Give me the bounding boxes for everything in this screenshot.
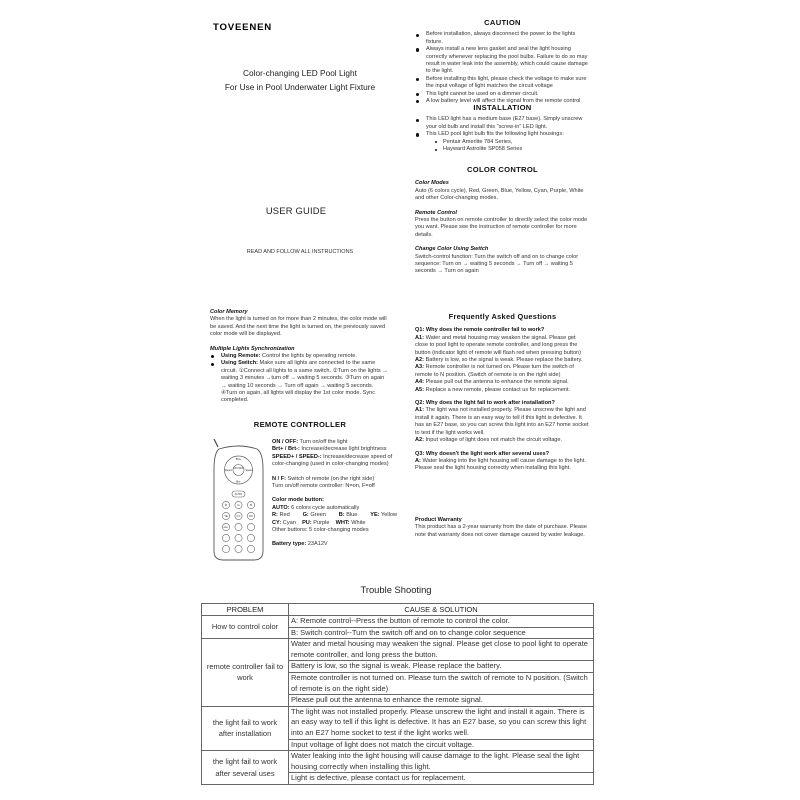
problem-cell: How to control color [202,616,289,639]
remote-controller-icon [211,439,266,563]
faq-answer-text: Water and metal housing may weaken the signal. Please get close to pool light to operate remote controller, and long press the button (indicator light of remote will flash red when pressing button) [415,334,582,356]
color-modes-heading: Color Modes [415,180,449,187]
read-follow-notice: READ AND FOLLOW ALL INSTRUCTIONS [246,249,354,255]
caution-item: Before installing this light, please check the voltage to make sure the input voltage of light matches the circuit voltage [415,76,590,91]
speed-desc [272,454,397,469]
faq-answer-text: The light was not installed properly. Please unscrew the light and install it again. There is an easy way to tell if this light is defective. It has an E27 base, so you can screw this light into an E27 home socket to test if the light works well. [415,407,589,436]
wht-desc-text: White [349,519,366,526]
faq-answer-label: A2: [415,437,425,444]
cy-desc-label: CY: [272,519,282,526]
warranty-section [415,517,590,539]
battery-desc [272,541,397,548]
nf-desc-text: Switch of remote (on the right side) [285,475,375,482]
faq-answer [415,379,590,386]
b-label: B [250,504,252,507]
auto-desc [272,505,397,512]
problem-cell: the light fail to work after several uses [202,751,289,785]
table-row [202,706,594,739]
onoff-desc [272,439,397,446]
b-desc-label: B: [338,512,345,519]
faq-answer [415,357,590,364]
cpw-desc [272,520,397,527]
brt-down-label: Brt- [236,479,241,484]
g-label: G [237,504,240,507]
caution-item: Always install a new lens gasket and seal the light housing correctly whenever replacing the pool bulbs. Failure to do so may result in water leak into the assembly, which could cause damage to the light. [415,46,590,76]
cause-cell: Water and metal housing may weaken the signal. Please get close to pool light to operate remote controller, and long press the button. [289,639,594,661]
auto-desc-text: 6 colors cycle automatically [289,504,360,511]
cause-column-header: CAUSE & SOLUTION [289,604,594,616]
faq-answer-text: Water leaking into the light housing will cause damage to the light. Please seal the light housing correctly when installing this light. [415,457,586,472]
product-title-line-1: Color-changing LED Pool Light [243,68,357,78]
pu-desc-label: PU: [302,519,312,526]
installation-section [415,104,590,153]
trouble-shooting-table [201,603,594,785]
speed-right-label: Speed [245,469,253,472]
table-header-row [202,604,594,616]
sync-item-label: Using Switch: [221,360,258,367]
caution-item: A low battery level will affect the signal from the remote control [415,98,590,105]
faq-answer [415,407,590,437]
b-desc-text: Blue [344,512,358,519]
product-title [205,66,395,94]
switch-change-block [415,246,590,276]
switch-change-heading: Change Color Using Switch [415,246,489,253]
faq-answer-text: Battery is low, so the signal is weak. Please replace the battery. [424,357,583,364]
product-title-line-2: For Use in Pool Underwater Light Fixture [224,82,376,92]
sync-item-label: Using Remote: [221,353,261,360]
faq-answer-label: A3: [415,364,425,371]
cy-desc-text: Cyan [281,519,296,526]
faq-answer-text: Remote controller is not turned on. Please turn the switch of remote to N position. (Switch of remote is on the right side) [415,364,574,378]
auto-desc-label: AUTO: [272,504,290,511]
cause-cell: Please pull out the antenna to enhance the remote signal. [289,695,594,707]
ye-desc-text: Yellow [379,512,397,519]
other-buttons-desc: Other buttons: 5 color-changing modes [272,527,369,534]
color-control-section [415,166,590,276]
caution-list [415,31,590,105]
brt-up-label: Brt+ [235,457,242,461]
faq-answer-label: A1: [415,407,425,414]
remote-control-heading: Remote Control [415,209,457,216]
trouble-shooting-title: Trouble Shooting [360,584,432,595]
cause-cell: Water leaking into the light housing will cause damage to the light. Please seal the light housing correctly when installing this light. [289,751,594,773]
caution-section [415,19,590,105]
auto-label: AUTO [234,493,243,497]
speed-desc-label: SPEED+ / SPEED-: [272,453,322,460]
color-modes-text: Auto (6 colors cycle), Red, Green, Blue, Yellow, Cyan, Purple, White and other Color-changing modes. [415,187,584,202]
cause-cell: Light is defective, please contact us for replacement. [289,773,594,785]
faq-answer [415,437,590,444]
installation-item: This LED pool light bulb fits the following light housings: [415,131,590,138]
memory-sync-section [210,309,390,405]
sync-item [210,353,390,360]
user-guide-heading: USER GUIDE [265,205,327,216]
sync-item [210,360,390,404]
brand-name: TOVEENEN [213,22,273,33]
cause-cell: Input voltage of light does not match the circuit voltage. [289,739,594,751]
table-row [202,616,594,628]
antenna-icon [214,439,218,447]
installation-list [415,116,590,138]
cause-cell: B: Switch control--Turn the switch off and on to change color sequence [289,627,594,639]
faq-answer-label: A2: [415,357,425,364]
sync-heading: Multiple Lights Synchronization [210,345,295,352]
r-label: R [225,504,227,507]
nf-desc-label: N / F: [272,475,286,482]
brt-desc [272,446,397,453]
warranty-text: This product has a 2-year warranty from the date of purchase. Please note that warranty does not cover damage caused by water leakage. [415,524,587,538]
caution-item: Before installation, always disconnect the power to the lights fixture. [415,31,590,46]
remote-control-block [415,210,590,240]
cause-cell: The light was not installed properly. Please unscrew the light and install it again. There is an easy way to tell if this light is defective. It has an E27 base, so you can screw this light into an E27 home socket to test if the light works well. [289,706,594,739]
problem-cell: remote controller fail to work [202,639,289,707]
sync-item-text: Make sure all lights are connected to the same circuit. ①Connect all lights to a same switch. ②Turn on the lights → waiting 3 minutes →turn off → waiting 5 seconds. ③Turn on again → waiting 10 seconds → Turn off again → waiting 5 seconds. ④Turn on again, all lights will display the 1st color mode. Sync completed. [221,360,388,404]
sync-list [210,353,390,405]
r-desc-text: Red [277,512,290,519]
faq-title: Frequently Asked Questions [448,312,557,321]
color-control-title: COLOR CONTROL [467,165,538,174]
pu-label: PU [249,515,253,518]
installation-item: This LED light has a medium base (E27 base). Simply unscrew your old bulb and install this "screw-in" LED light. [415,116,590,131]
housing-item: Pentair Amerlite 784 Series, [435,139,590,146]
wht-label: WHT [223,527,229,529]
remote-control-text: Press the button on remote controller to directly select the color mode you want. Please see the instruction of remote controller for more details. [415,217,588,238]
faq-answer-text: Please pull out the antenna to enhance the remote signal. [424,379,569,386]
problem-cell: the light fail to work after installation [202,706,289,750]
remote-description [272,439,397,549]
cause-cell: Remote controller is not turned on. Please turn the switch of remote to N position. (Switch of remote is on the right side) [289,672,594,694]
brt-desc-label: Brt+ / Brt-: [272,446,300,453]
faq-answer-text: Replace a new remote, please contact us for replacement. [424,386,571,393]
faq-question: Q2: Why does the light fail to work after installation? [415,400,555,407]
cause-cell: Battery is low, so the signal is weak. Please replace the battery. [289,661,594,673]
rgb-desc [272,512,397,519]
faq-answer-label: A4: [415,379,425,386]
sync-item-text: Control the lights by operating remote. [260,353,357,360]
faq-answer [415,364,590,379]
faq-answer-label: A1: [415,334,425,341]
battery-desc-text: 23A12V [306,541,328,548]
brt-desc-text: Increase/decrease light brightness [299,446,387,453]
faq-answer-label: A5: [415,386,425,393]
faq-answer-label: A: [415,457,421,464]
switch-change-text: Switch-control function: Turn the switch off and on to change color sequence: Turn on → waiting 5 seconds → Turn off → waiting 5 seconds → Turn on again [415,253,579,275]
speed-desc-text: Increase/decrease speed of color-changing (used in color-changing modes) [272,453,393,468]
speed-left-label: Speed [224,469,232,472]
faq-answer [415,458,590,473]
faq-answer [415,335,590,357]
color-memory-heading: Color Memory [210,309,248,315]
onoff-desc-label: ON / OFF: [272,439,299,445]
color-modes-block [415,180,590,202]
faq-question: Q3: Why doesn't the light work after several uses? [415,450,550,457]
r-desc-label: R: [272,512,278,519]
problem-column-header: PROBLEM [202,604,289,616]
onoff-desc-text: Turn on/off the light [298,439,348,445]
faq-answer-text: Input voltage of light does not match the circuit voltage. [424,437,563,444]
caution-title: CAUTION [484,18,521,27]
caution-item: This light cannot be used on a dimmer circuit. [415,91,590,98]
ye-desc-label: YE: [370,512,380,519]
onoff-label: ON OFF [233,467,244,470]
faq-section [415,313,590,473]
ye-label: YE [224,515,228,518]
housing-item: Hayward Astrolite SP058 Series [435,146,590,153]
color-mode-heading: Color mode button: [272,497,324,504]
housing-list [415,139,590,154]
faq-question: Q1: Why does the remote controller fail to work? [415,327,545,334]
remote-controller-title: REMOTE CONTROLLER [253,420,347,429]
battery-desc-label: Battery type: [272,541,307,548]
cy-label: CY [236,515,241,518]
warranty-heading: Product Warranty [415,517,462,523]
table-row [202,751,594,773]
wht-desc-label: WHT: [335,519,350,526]
table-row [202,639,594,661]
nf-desc-2: Turn on/off remote controller: N=on, F=off [272,483,375,490]
remote-controller-section [210,420,397,548]
color-memory-text: When the light is turned on for more than 2 minutes, the color mode will be saved. And the next time the light is turned on, the previously saved color mode will be displayed. [210,316,387,338]
pu-desc-text: Purple [311,519,330,526]
g-desc-text: Green [308,512,326,519]
faq-answer [415,387,590,394]
cause-cell: A: Remote control--Press the button of remote to control the color. [289,616,594,628]
g-desc-label: G: [302,512,309,519]
nf-desc [272,476,397,483]
installation-title: INSTALLATION [473,103,532,112]
